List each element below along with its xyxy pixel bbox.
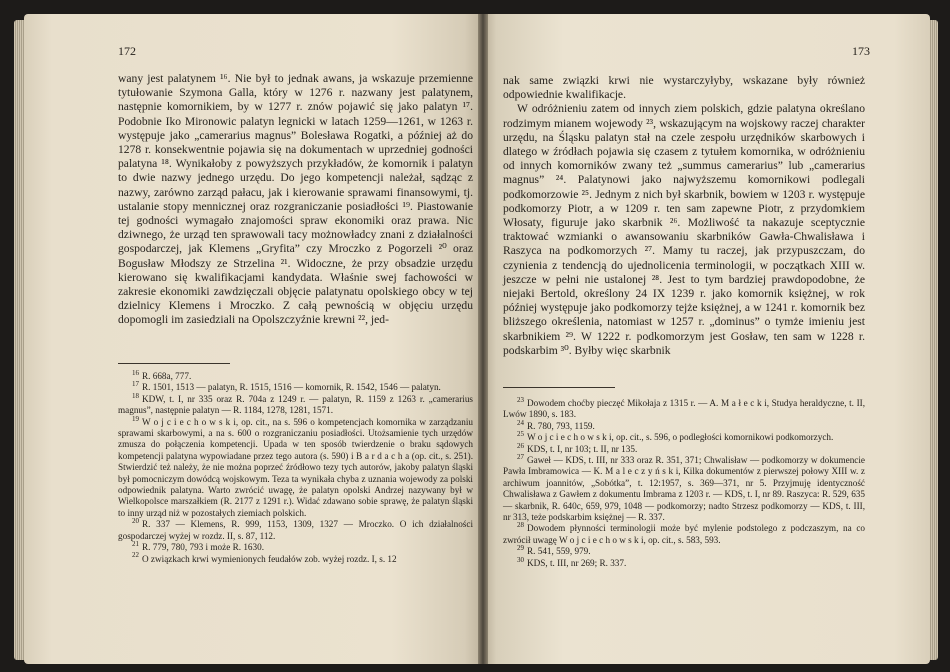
footnote: $^{18}$ KDW, t. I, nr 335 oraz R. 704a z 1249 r. — palatyn, R. 1159 z 1263 r. „camerarius magnus”, następnie palatyn — R. 1184, 1278, 1281, 1571. (118, 391, 473, 416)
footnote: $^{23}$ Dowodem choćby pieczęć Mikołaja z 1315 r. — A. M a ł e c k i, Studya heraldyczne, t. II, Lwów 1890, s. 183. (503, 395, 865, 420)
footnote: $^{26}$ KDS, t. I, nr 103; t. II, nr 135. (517, 441, 638, 454)
right-footnotes (503, 395, 865, 569)
footnote: $^{29}$ R. 541, 559, 979. (517, 544, 591, 557)
right-paragraph-continued: nak same związki krwi nie wystarczyłyby, wskazane były również odpowiednie kwalifikacje. (503, 74, 865, 102)
footnote: $^{19}$ W o j c i e c h o w s k i, op. cit., na s. 596 o kompetencjach komornika w zarządzaniu sprawami skarbowymi, a na s. 600 o rozgraniczaniu posiadłości. Utożsamienie tych urzędów zmusza do połączenia kompetencji. Upada w ten sposób twierdzenie o braku sądowych kompetencji palatyna wypowiadane przez tego autora (s. 590) i B a r d a c h a (op. cit., s. 251). Stwierdzić też należy, że nie można poprzeć źródłowo tezy tych autorów, jakoby palatyn śląski był pomocniczym dowódcą wojskowym. Teza ta wynikała chyba z uznania wojewody za polski odpowiednik palatyna. Warto zwrócić uwagę, że palatyn opolski Andrzej nazywany był w Wielkopolsce marszałkiem (R. 2177 z 1291 r.). Widać zdawano sobie sprawę, że palatyn śląski to inny urząd niż w pozostałych ziemiach polskich. (118, 414, 473, 518)
footnote-divider-left (118, 363, 230, 364)
footnote: $^{17}$ R. 1501, 1513 — palatyn, R. 1515, 1516 — komornik, R. 1542, 1546 — palatyn. (132, 380, 441, 393)
footnote: $^{20}$ R. 337 — Klemens, R. 999, 1153, 1309, 1327 — Mroczko. O ich działalności gospodarczej wyżej w rozdz. II, s. 87, 112. (118, 517, 473, 541)
footnote-divider-right (503, 387, 615, 388)
left-footnotes (118, 368, 473, 565)
right-page (483, 14, 930, 664)
footnote: $^{16}$ R. 668a, 777. (132, 368, 192, 381)
footnote: $^{28}$ Dowodem płynności terminologii może być mylenie podstolego z podczaszym, na co zwrócił uwagę W o j c i e c h o w s k i, op. cit., s. 583, 593. (503, 521, 865, 545)
footnote: $^{24}$ R. 780, 793, 1159. (517, 418, 595, 431)
footnote: $^{25}$ W o j c i e c h o w s k i, op. cit., s. 596, o podległości komornikowi podkomorzych. (517, 430, 834, 443)
right-paragraph: W odróżnieniu zatem od innych ziem polskich, gdzie palatyna określano rodzimym mianem wojewody ²³, wskazującym na wojskowy raczej charakter urzędu, na Śląsku palatyn stał na czele zespołu urzędników skarbowych i dlatego w źródłach pojawia się czasem z tytułem komornika, w odróżnieniu od innych komorników zwany też „summus camerarius” lub „camerarius magnus” ²⁴. Palatynowi jako najwyższemu komornikowi podlegali podkomorzowie ²⁵. Jednym z nich był skarbnik, bowiem w 1203 r. występuje podkomorzy Piotr, a w 1209 r. ten sam zapewne Piotr, z przydomkiem Włosaty, figuruje jako skarbnik ²⁶. Możliwość ta nakazuje sceptycznie traktować wzmianki o awansowaniu skarbników Gawła-Chwalisława i Raszyca na podkomorzych ²⁷. Mamy tu raczej, jak przypuszczam, do czynienia z tendencją do ujednolicenia terminologii, w początkach XIII w. jeszcze w pełni nie ustalonej ²⁸. Jest to tym bardziej prawdopodobne, że niejaki Bertold, określony 24 IX 1239 r. jako komornik księżnej, w rok później występuje jako podkomorzy tejże księżnej, a w 1241 r. komornik bez bliższego określenia, natomiast w 1257 r. „dominus” o tymże imieniu jest skarbnikiem ²⁹. W 1222 r. podkomorzym jest Gosław, ten sam w 1228 r. podskarbim ³⁰. Byłby więc skarbnik (503, 102, 865, 357)
left-page-edges (14, 20, 24, 660)
left-page (24, 14, 483, 664)
right-page-edges (930, 20, 938, 660)
footnote: $^{21}$ R. 779, 780, 793 i może R. 1630. (132, 540, 264, 553)
page-number-left: 172 (118, 44, 136, 58)
right-body-text (503, 74, 865, 358)
footnote: $^{22}$ O związkach krwi wymienionych feudałów zob. wyżej rozdz. I, s. 12 (132, 551, 397, 564)
left-body-text (118, 72, 473, 328)
footnote: $^{27}$ Gaweł — KDS, t. III, nr 333 oraz R. 351, 371; Chwalisław — podkomorzy w dokumencie Pawła Imbramowica — K. M a l e c z y ń s k i, Kilka dokumentów z pierwszej połowy XIII w. z archiwum joannitów, „Sobótka”, t. 12:1957, s. 369—371, nr 5. Przyjmuję identyczność Chwalisława z Gawłem z dokumentu Imbrama z 1203 r. — KDS, t. I, nr 89. Raszyca: R. 529, 635 — skarbnik, R. 640c, 659, 979, 1048 — podkomorzy; nadto Strzesz podkomorzy — KDS, t. III, nr 313, teże podskarbim księżnej — R. 337. (503, 452, 865, 523)
page-number-right: 173 (852, 44, 870, 58)
left-paragraph: wany jest palatynem ¹⁶. Nie był to jednak awans, ja wskazuje przemienne tytułowanie Szymona Galla, który w 1276 r. nazwany jest palatynem, następnie komornikiem, by w 1277 r. znów pojawić się jako palatyn ¹⁷. Podobnie Iko Mironowic palatyn legnicki w latach 1259—1261, w 1263 r. występuje jako „camerarius magnus” Bolesława Rogatki, a później aż do 1278 r. konsekwentnie pojawia się na dokumentach w uprzedniej godności palatyna ¹⁸. Wynikałoby z powyższych przykładów, że komornik i palatyn to dwie nazwy jednego urzędu. Do jego kompetencji należał, sądząc z nazwy, zarówno zarząd pałacu, jak i kierowanie sprawami finansowymi, tj. ustalanie stopy mennicznej oraz rozgraniczanie posiadłości ¹⁹. Piastowanie tej godności wymagało znajomości spraw ekonomiki oraz prawa. Nic dziwnego, że urząd ten sprawowali tacy możnowładcy znani z działalności gospodarczej, jak Klemens „Gryfita” czy Mroczko z Pogorzeli ²⁰ oraz Bogusław Młodszy ze Strzelina ²¹. Widoczne, że przy obsadzie urzędu kierowano się kwalifikacjami kandydata. Właśnie swej fachowości w zakresie ekonomiki zawdzięczali objęcie palatynatu opolskiego obcy w tej dzielnicy Klemens i Mroczko. Z całą pewnością w objęciu urzędu dopomogli im zasiedziali na Opolszczyźnie krewni ²², jed- (118, 72, 473, 327)
book-gutter (478, 14, 488, 664)
footnote: $^{30}$ KDS, t. III, nr 269; R. 337. (517, 555, 627, 568)
